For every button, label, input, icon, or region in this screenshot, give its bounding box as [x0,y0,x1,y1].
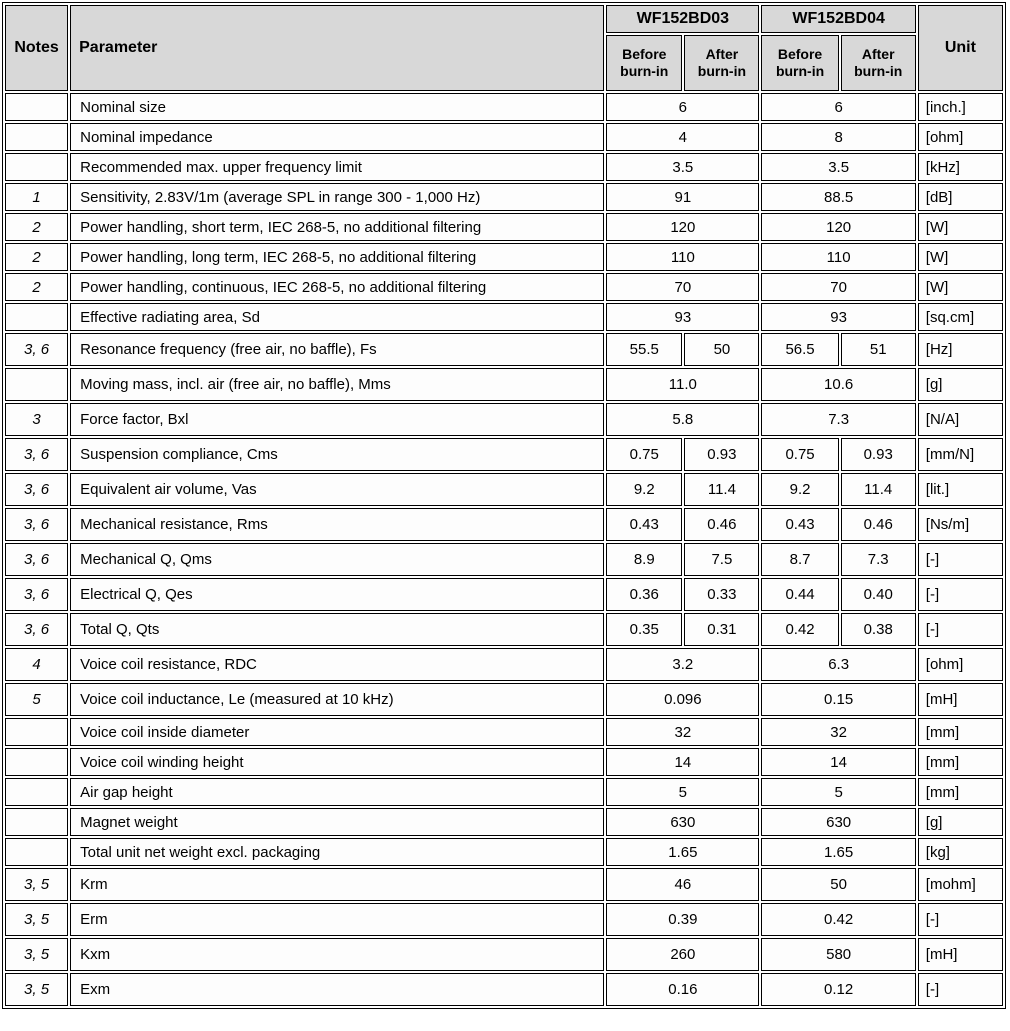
value-cell: 11.0 [606,368,759,401]
value-cell: 0.93 [841,438,916,471]
unit-cell: [inch.] [918,93,1003,121]
table-row [5,683,1003,716]
notes-cell: 3, 6 [5,578,68,611]
parameter-cell: Krm [70,868,604,901]
unit-cell: [N/A] [918,403,1003,436]
unit-cell: [-] [918,613,1003,646]
unit-cell: [W] [918,273,1003,301]
value-cell: 110 [761,243,915,271]
table-row [5,718,1003,746]
value-cell: 0.75 [606,438,682,471]
value-cell: 9.2 [761,473,838,506]
header-before-burn-in: Before burn-in [761,35,838,91]
value-cell: 110 [606,243,759,271]
value-cell: 0.38 [841,613,916,646]
table-row [5,243,1003,271]
notes-cell [5,808,68,836]
table-row [5,123,1003,151]
parameter-cell: Air gap height [70,778,604,806]
notes-cell: 1 [5,183,68,211]
value-cell: 46 [606,868,759,901]
table-row [5,333,1003,366]
header-before-burn-in: Before burn-in [606,35,682,91]
value-cell: 88.5 [761,183,915,211]
parameter-cell: Sensitivity, 2.83V/1m (average SPL in range 300 - 1,000 Hz) [70,183,604,211]
value-cell: 91 [606,183,759,211]
value-cell: 11.4 [841,473,916,506]
value-cell: 7.3 [841,543,916,576]
notes-cell: 2 [5,213,68,241]
unit-cell: [lit.] [918,473,1003,506]
unit-cell: [W] [918,213,1003,241]
parameter-cell: Exm [70,973,604,1006]
parameter-cell: Nominal impedance [70,123,604,151]
notes-cell: 3, 6 [5,613,68,646]
parameter-cell: Magnet weight [70,808,604,836]
table-row [5,153,1003,181]
header-model-wf152bd03: WF152BD03 [606,5,759,33]
table-row [5,808,1003,836]
value-cell: 1.65 [606,838,759,866]
value-cell: 0.096 [606,683,759,716]
value-cell: 120 [606,213,759,241]
notes-cell: 5 [5,683,68,716]
notes-cell [5,93,68,121]
value-cell: 55.5 [606,333,682,366]
unit-cell: [mm] [918,778,1003,806]
spec-table-body [5,93,1003,1006]
unit-cell: [ohm] [918,123,1003,151]
value-cell: 5.8 [606,403,759,436]
notes-cell: 4 [5,648,68,681]
value-cell: 14 [606,748,759,776]
value-cell: 93 [606,303,759,331]
value-cell: 0.46 [841,508,916,541]
value-cell: 32 [761,718,915,746]
value-cell: 630 [761,808,915,836]
value-cell: 8 [761,123,915,151]
notes-cell: 3, 5 [5,868,68,901]
value-cell: 51 [841,333,916,366]
parameter-cell: Effective radiating area, Sd [70,303,604,331]
parameter-cell: Recommended max. upper frequency limit [70,153,604,181]
value-cell: 93 [761,303,915,331]
notes-cell: 3, 6 [5,508,68,541]
value-cell: 4 [606,123,759,151]
value-cell: 0.93 [684,438,759,471]
spec-table-header [5,5,1003,91]
parameter-cell: Voice coil inside diameter [70,718,604,746]
parameter-cell: Nominal size [70,93,604,121]
value-cell: 5 [761,778,915,806]
value-cell: 0.42 [761,903,915,936]
unit-cell: [-] [918,578,1003,611]
table-row [5,438,1003,471]
unit-cell: [Hz] [918,333,1003,366]
value-cell: 5 [606,778,759,806]
value-cell: 7.3 [761,403,915,436]
parameter-cell: Suspension compliance, Cms [70,438,604,471]
value-cell: 0.75 [761,438,838,471]
value-cell: 260 [606,938,759,971]
notes-cell [5,778,68,806]
value-cell: 32 [606,718,759,746]
notes-cell: 3, 6 [5,438,68,471]
parameter-cell: Electrical Q, Qes [70,578,604,611]
value-cell: 8.7 [761,543,838,576]
table-row [5,473,1003,506]
value-cell: 3.5 [761,153,915,181]
table-row [5,778,1003,806]
table-row [5,93,1003,121]
header-unit: Unit [918,5,1003,91]
parameter-cell: Mechanical Q, Qms [70,543,604,576]
notes-cell: 3, 6 [5,543,68,576]
table-row [5,648,1003,681]
parameter-cell: Total Q, Qts [70,613,604,646]
header-model-wf152bd04: WF152BD04 [761,5,915,33]
unit-cell: [kHz] [918,153,1003,181]
value-cell: 14 [761,748,915,776]
notes-cell: 3 [5,403,68,436]
value-cell: 580 [761,938,915,971]
unit-cell: [sq.cm] [918,303,1003,331]
parameter-cell: Erm [70,903,604,936]
value-cell: 0.40 [841,578,916,611]
table-row [5,543,1003,576]
value-cell: 0.39 [606,903,759,936]
value-cell: 0.31 [684,613,759,646]
value-cell: 70 [606,273,759,301]
unit-cell: [g] [918,808,1003,836]
table-row [5,273,1003,301]
table-row [5,578,1003,611]
notes-cell [5,718,68,746]
unit-cell: [Ns/m] [918,508,1003,541]
parameter-cell: Equivalent air volume, Vas [70,473,604,506]
value-cell: 0.35 [606,613,682,646]
unit-cell: [g] [918,368,1003,401]
unit-cell: [mH] [918,683,1003,716]
parameter-cell: Moving mass, incl. air (free air, no baffle), Mms [70,368,604,401]
value-cell: 0.36 [606,578,682,611]
parameter-cell: Power handling, continuous, IEC 268-5, no additional filtering [70,273,604,301]
value-cell: 50 [761,868,915,901]
parameter-cell: Voice coil winding height [70,748,604,776]
header-notes: Notes [5,5,68,91]
value-cell: 3.5 [606,153,759,181]
value-cell: 70 [761,273,915,301]
notes-cell [5,123,68,151]
table-row [5,748,1003,776]
parameter-cell: Voice coil resistance, RDC [70,648,604,681]
value-cell: 0.43 [761,508,838,541]
value-cell: 10.6 [761,368,915,401]
notes-cell: 3, 5 [5,938,68,971]
parameter-cell: Total unit net weight excl. packaging [70,838,604,866]
value-cell: 9.2 [606,473,682,506]
table-row [5,938,1003,971]
unit-cell: [kg] [918,838,1003,866]
value-cell: 56.5 [761,333,838,366]
unit-cell: [-] [918,903,1003,936]
table-row [5,183,1003,211]
notes-cell: 2 [5,273,68,301]
notes-cell [5,153,68,181]
notes-cell: 2 [5,243,68,271]
value-cell: 1.65 [761,838,915,866]
spec-table [2,2,1006,1009]
table-row [5,368,1003,401]
value-cell: 7.5 [684,543,759,576]
unit-cell: [-] [918,543,1003,576]
unit-cell: [W] [918,243,1003,271]
value-cell: 11.4 [684,473,759,506]
header-after-burn-in: After burn-in [841,35,916,91]
parameter-cell: Force factor, Bxl [70,403,604,436]
unit-cell: [mohm] [918,868,1003,901]
table-row [5,303,1003,331]
table-row [5,838,1003,866]
value-cell: 6 [761,93,915,121]
table-row [5,973,1003,1006]
notes-cell [5,748,68,776]
header-parameter: Parameter [70,5,604,91]
value-cell: 0.12 [761,973,915,1006]
table-row [5,903,1003,936]
unit-cell: [-] [918,973,1003,1006]
value-cell: 0.44 [761,578,838,611]
unit-cell: [ohm] [918,648,1003,681]
notes-cell: 3, 6 [5,473,68,506]
notes-cell [5,368,68,401]
notes-cell: 3, 5 [5,973,68,1006]
table-row [5,868,1003,901]
unit-cell: [mm/N] [918,438,1003,471]
parameter-cell: Kxm [70,938,604,971]
unit-cell: [mm] [918,748,1003,776]
table-row [5,213,1003,241]
unit-cell: [mH] [918,938,1003,971]
value-cell: 0.43 [606,508,682,541]
table-row [5,613,1003,646]
header-after-burn-in: After burn-in [684,35,759,91]
value-cell: 0.15 [761,683,915,716]
value-cell: 50 [684,333,759,366]
table-row [5,403,1003,436]
parameter-cell: Mechanical resistance, Rms [70,508,604,541]
value-cell: 0.42 [761,613,838,646]
parameter-cell: Power handling, long term, IEC 268-5, no additional filtering [70,243,604,271]
parameter-cell: Power handling, short term, IEC 268-5, no additional filtering [70,213,604,241]
value-cell: 0.16 [606,973,759,1006]
notes-cell [5,303,68,331]
unit-cell: [dB] [918,183,1003,211]
notes-cell: 3, 5 [5,903,68,936]
value-cell: 6.3 [761,648,915,681]
value-cell: 3.2 [606,648,759,681]
value-cell: 120 [761,213,915,241]
parameter-cell: Resonance frequency (free air, no baffle), Fs [70,333,604,366]
value-cell: 6 [606,93,759,121]
notes-cell [5,838,68,866]
value-cell: 630 [606,808,759,836]
notes-cell: 3, 6 [5,333,68,366]
unit-cell: [mm] [918,718,1003,746]
value-cell: 0.33 [684,578,759,611]
parameter-cell: Voice coil inductance, Le (measured at 10 kHz) [70,683,604,716]
table-row [5,508,1003,541]
value-cell: 8.9 [606,543,682,576]
value-cell: 0.46 [684,508,759,541]
